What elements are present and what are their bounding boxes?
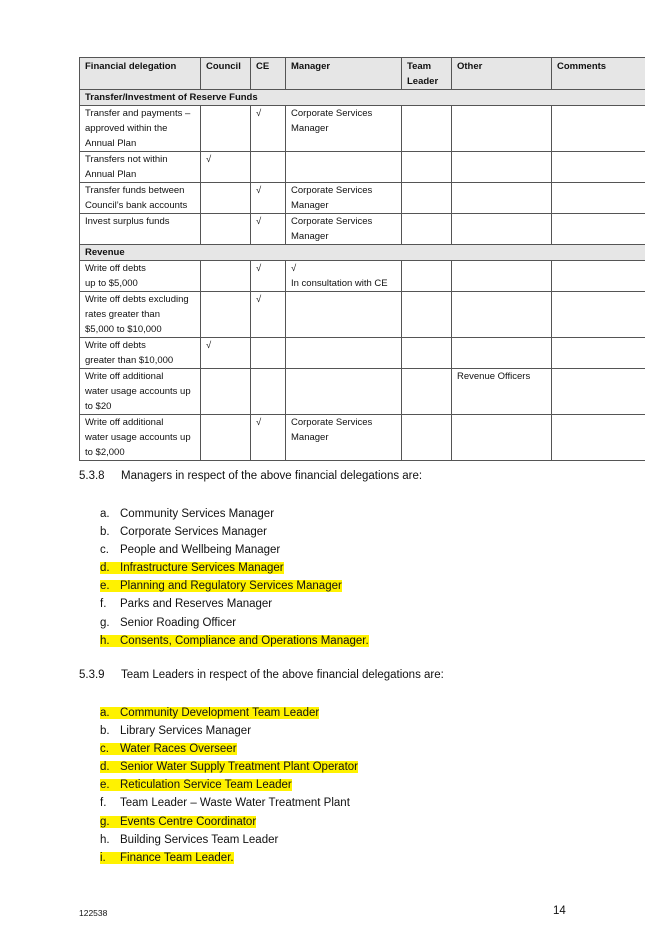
list-item-text: Building Services Team Leader	[120, 833, 279, 846]
column-header-financial-delegation: Financial delegation	[80, 58, 201, 90]
comments-cell	[552, 214, 645, 245]
list-item	[100, 722, 358, 740]
list-item-letter: i.	[100, 851, 106, 864]
table-section-row	[80, 245, 645, 261]
section-heading-text: Managers in respect of the above financial delegations are:	[121, 470, 423, 482]
list-item-text: Community Services Manager	[120, 508, 275, 520]
other-cell	[452, 338, 552, 369]
list-item-letter: f.	[100, 797, 107, 810]
list-item	[100, 813, 358, 831]
other-cell	[452, 152, 552, 183]
column-header-ce: CE	[251, 58, 286, 90]
column-header-council: Council	[201, 58, 251, 90]
list-item-text: Parks and Reserves Manager	[120, 598, 273, 611]
list-item-letter: h.	[100, 634, 110, 647]
list-item-text: Consents, Compliance and Operations Manager.	[120, 634, 369, 647]
team-leader-cell	[402, 106, 452, 152]
table-row	[80, 183, 645, 214]
council-cell: √	[201, 338, 251, 369]
section-number: 5.3.9	[79, 669, 105, 681]
section-title: Transfer/Investment of Reserve Funds	[80, 90, 645, 106]
delegation-cell: Write off additional water usage accounts up to $2,000	[80, 415, 201, 461]
column-header-comments: Comments	[552, 58, 645, 90]
list-item-letter: f.	[100, 598, 107, 611]
other-cell	[452, 106, 552, 152]
item-text-wrap	[100, 598, 272, 610]
team-leader-cell	[402, 369, 452, 415]
list-item-letter: g.	[100, 616, 110, 629]
managers-section-heading	[79, 470, 422, 482]
council-cell	[201, 292, 251, 338]
team-leader-cell	[402, 261, 452, 292]
list-item	[100, 541, 369, 559]
page-number: 14	[553, 905, 566, 917]
list-item-text: Corporate Services Manager	[120, 526, 268, 539]
column-header-team-leader: Team Leader	[402, 58, 452, 90]
table-row	[80, 292, 645, 338]
council-cell	[201, 415, 251, 461]
team-leader-cell	[402, 214, 452, 245]
column-header-manager: Manager	[286, 58, 402, 90]
list-item-letter: b.	[100, 526, 110, 539]
list-item-letter: g.	[100, 815, 110, 828]
item-text-wrap	[100, 526, 267, 538]
manager-cell: Corporate Services Manager	[286, 106, 402, 152]
team-leader-cell	[402, 415, 452, 461]
list-item	[100, 831, 358, 849]
manager-cell	[286, 152, 402, 183]
manager-cell	[286, 292, 402, 338]
highlighted-text	[100, 635, 369, 647]
manager-cell: √ In consultation with CE	[286, 261, 402, 292]
delegation-cell: Transfers not within Annual Plan	[80, 152, 201, 183]
comments-cell	[552, 292, 645, 338]
list-item	[100, 704, 358, 722]
comments-cell	[552, 369, 645, 415]
list-item-letter: a.	[100, 508, 110, 520]
list-item	[100, 776, 358, 794]
council-cell	[201, 369, 251, 415]
delegation-cell: Write off debts up to $5,000	[80, 261, 201, 292]
highlighted-text	[100, 816, 256, 828]
list-item-letter: e.	[100, 779, 110, 792]
highlighted-text	[100, 580, 342, 592]
team-leader-cell	[402, 183, 452, 214]
highlighted-text	[100, 852, 234, 864]
ce-cell: √	[251, 415, 286, 461]
manager-cell	[286, 338, 402, 369]
team-leader-cell	[402, 292, 452, 338]
council-cell	[201, 214, 251, 245]
list-item-text: Team Leader – Waste Water Treatment Plant	[120, 797, 350, 810]
item-text-wrap	[100, 617, 236, 629]
other-cell: Revenue Officers	[452, 369, 552, 415]
delegation-cell: Write off additional water usage accounts up to $20	[80, 369, 201, 415]
other-cell	[452, 415, 552, 461]
footer-document-id: 122538	[79, 908, 108, 918]
manager-cell: Corporate Services Manager	[286, 183, 402, 214]
list-item	[100, 758, 358, 776]
ce-cell: √	[251, 183, 286, 214]
comments-cell	[552, 261, 645, 292]
table-row	[80, 214, 645, 245]
delegation-cell: Transfer and payments – approved within the Annual Plan	[80, 106, 201, 152]
other-cell	[452, 214, 552, 245]
ce-cell: √	[251, 261, 286, 292]
manager-cell	[286, 369, 402, 415]
manager-cell: Corporate Services Manager	[286, 214, 402, 245]
ce-cell: √	[251, 106, 286, 152]
managers-list	[100, 505, 369, 650]
item-text-wrap	[100, 544, 280, 556]
list-item	[100, 577, 369, 595]
table-section-row	[80, 90, 645, 106]
list-item	[100, 849, 358, 867]
council-cell: √	[201, 152, 251, 183]
list-item-text: Community Development Team Leader	[120, 707, 320, 719]
delegation-cell: Write off debts excluding rates greater than $5,000 to $10,000	[80, 292, 201, 338]
delegation-cell: Write off debts greater than $10,000	[80, 338, 201, 369]
list-item-text: Senior Roading Officer	[120, 616, 237, 629]
highlighted-text	[100, 562, 284, 574]
item-text-wrap	[100, 725, 251, 737]
list-item-letter: d.	[100, 562, 110, 575]
other-cell	[452, 292, 552, 338]
list-item-letter: b.	[100, 725, 110, 738]
team-leaders-list	[100, 704, 358, 867]
list-item-letter: d.	[100, 761, 110, 774]
list-item	[100, 614, 369, 632]
other-cell	[452, 261, 552, 292]
section-heading-text: Team Leaders in respect of the above financial delegations are:	[121, 669, 444, 681]
comments-cell	[552, 415, 645, 461]
council-cell	[201, 106, 251, 152]
delegation-cell: Invest surplus funds	[80, 214, 201, 245]
list-item-letter: a.	[100, 707, 110, 719]
manager-cell: Corporate Services Manager	[286, 415, 402, 461]
list-item-text: Finance Team Leader.	[120, 851, 234, 864]
list-item-letter: e.	[100, 580, 110, 593]
table-row	[80, 415, 645, 461]
ce-cell	[251, 152, 286, 183]
list-item-text: People and Wellbeing Manager	[120, 544, 281, 557]
list-item-letter: c.	[100, 743, 109, 756]
list-item	[100, 794, 358, 812]
ce-cell	[251, 338, 286, 369]
list-item-text: Infrastructure Services Manager	[120, 562, 284, 575]
item-text-wrap	[100, 508, 274, 520]
list-item-letter: c.	[100, 544, 109, 557]
highlighted-text	[100, 743, 237, 755]
table-row	[80, 369, 645, 415]
ce-cell: √	[251, 292, 286, 338]
table-row	[80, 152, 645, 183]
council-cell	[201, 183, 251, 214]
other-cell	[452, 183, 552, 214]
council-cell	[201, 261, 251, 292]
ce-cell: √	[251, 214, 286, 245]
table-row	[80, 106, 645, 152]
comments-cell	[552, 183, 645, 214]
list-item-text: Water Races Overseer	[120, 743, 237, 756]
list-item-text: Reticulation Service Team Leader	[120, 779, 292, 792]
highlighted-text	[100, 761, 358, 773]
table-row	[80, 261, 645, 292]
highlighted-text	[100, 707, 319, 719]
list-item	[100, 740, 358, 758]
list-item	[100, 595, 369, 613]
list-item	[100, 632, 369, 650]
team-leader-cell	[402, 338, 452, 369]
comments-cell	[552, 338, 645, 369]
list-item	[100, 505, 369, 523]
comments-cell	[552, 152, 645, 183]
table-header-row	[80, 58, 645, 90]
item-text-wrap	[100, 834, 278, 846]
table-row	[80, 338, 645, 369]
list-item-text: Events Centre Coordinator	[120, 815, 257, 828]
list-item-letter: h.	[100, 833, 110, 846]
ce-cell	[251, 369, 286, 415]
comments-cell	[552, 106, 645, 152]
section-number: 5.3.8	[79, 470, 105, 482]
highlighted-text	[100, 779, 292, 791]
list-item-text: Library Services Manager	[120, 725, 252, 738]
section-title: Revenue	[80, 245, 645, 261]
list-item	[100, 559, 369, 577]
list-item-text: Planning and Regulatory Services Manager	[120, 580, 342, 593]
team-leader-cell	[402, 152, 452, 183]
item-text-wrap	[100, 797, 350, 809]
delegation-cell: Transfer funds between Council’s bank accounts	[80, 183, 201, 214]
financial-delegations-table	[79, 57, 645, 461]
team-leaders-section-heading	[79, 669, 444, 681]
list-item-text: Senior Water Supply Treatment Plant Operator	[120, 761, 358, 774]
column-header-other: Other	[452, 58, 552, 90]
list-item	[100, 523, 369, 541]
